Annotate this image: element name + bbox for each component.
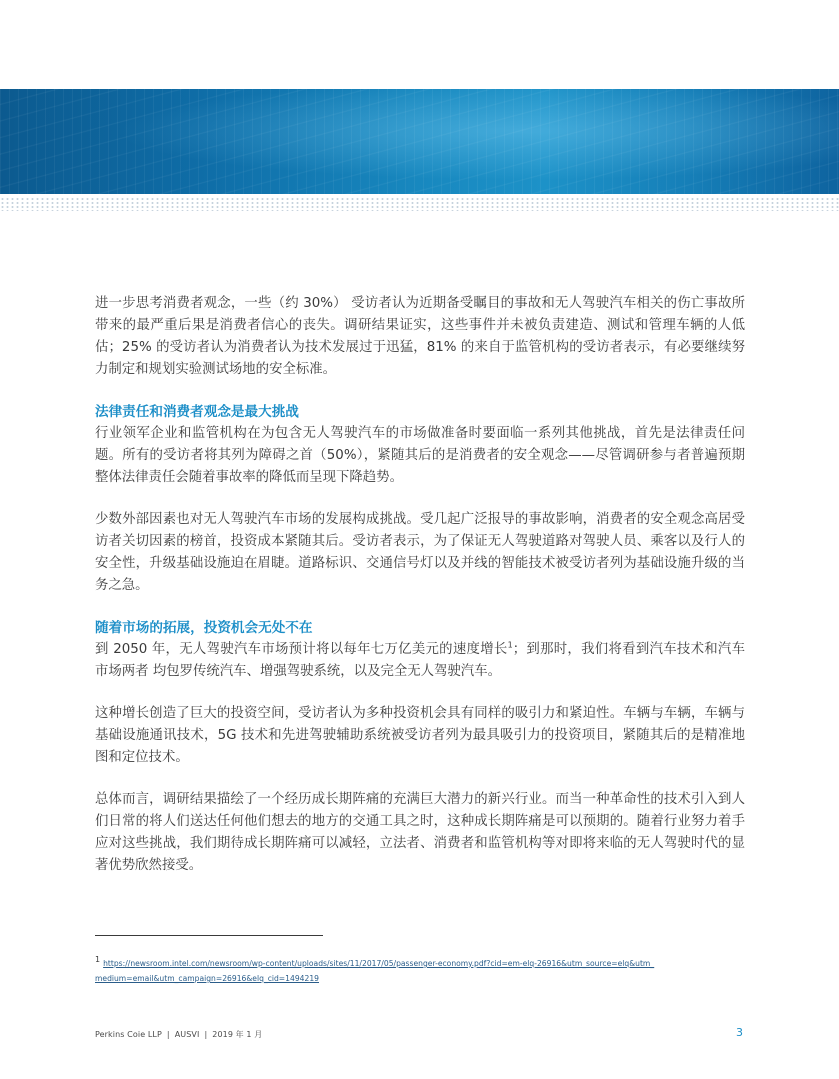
article-body: [95, 293, 745, 897]
subhead-legal-liability: 法律责任和消费者观念是最大挑战: [95, 404, 299, 420]
market-growth-text-a: 到 2050 年，无人驾驶汽车市场预计将以每年七万亿美元的速度增长: [95, 642, 508, 657]
page-number: 3: [736, 1026, 743, 1039]
page-footer: [95, 1029, 262, 1040]
footer-separator: |: [204, 1030, 208, 1039]
footnote: [95, 956, 715, 986]
paragraph-market-growth: [95, 639, 745, 683]
footnote-reference[interactable]: 1: [507, 640, 513, 650]
footer-separator: |: [166, 1030, 170, 1039]
footer-publication: AUSVI: [174, 1030, 200, 1039]
paragraph-consumer-perception: 进一步思考消费者观念，一些（约 30%） 受访者认为近期备受瞩目的事故和无人驾驶汽车相关的伤亡事故所带来的最严重后果是消费者信心的丧失。调研结果证实，这些事件并未被负责建造、测试和管理车辆的人低估；25% 的受访者认为消费者认为技术发展过于迅猛，81% 的来自于监管机构的受访者表示，有必要继续努力制定和规划实验测试场地的安全标准。: [95, 296, 745, 377]
footer-date: 2019 年 1 月: [212, 1030, 263, 1039]
paragraph-investment-space: 这种增长创造了巨大的投资空间，受访者认为多种投资机会具有同样的吸引力和紧迫性。车辆与车辆，车辆与基础设施通讯技术，5G 技术和先进驾驶辅助系统被受访者列为最具吸引力的投资项目，紧随其后的是精准地图和定位技术。: [95, 706, 745, 765]
footnote-rule: [95, 935, 323, 936]
dotted-divider: [0, 197, 839, 211]
header-banner: [0, 89, 839, 194]
subhead-investment: 随着市场的拓展，投资机会无处不在: [95, 620, 313, 636]
footnote-mark: 1: [95, 955, 101, 965]
footer-firm: Perkins Coie LLP: [95, 1030, 162, 1039]
market-growth-text-b: ；到那时，我们将看到汽车技术和汽车市场两者 均包罗传统汽车、增强驾驶系统，以及完全无人驾驶汽车。: [95, 642, 746, 679]
paragraph-external-factors: 少数外部因素也对无人驾驶汽车市场的发展构成挑战。受几起广泛报导的事故影响，消费者的安全观念高居受访者关切因素的榜首，投资成本紧随其后。受访者表示，为了保证无人驾驶道路对驾驶人员、乘客以及行人的安全性，升级基础设施迫在眉睫。道路标识、交通信号灯以及并线的智能技术被受访者列为基础设施升级的当务之急。: [95, 512, 745, 593]
paragraph-conclusion: 总体而言，调研结果描绘了一个经历成长期阵痛的充满巨大潜力的新兴行业。而当一种革命性的技术引入到人们日常的将人们送达任何他们想去的地方的交通工具之时，这种成长期阵痛是可以预期的。随着行业努力着手应对这些挑战，我们期待成长期阵痛可以减轻，立法者、消费者和监管机构等对即将来临的无人驾驶时代的显著优势欣然接受。: [95, 792, 745, 873]
footnote-link-line1[interactable]: https://newsroom.intel.com/newsroom/wp-content/uploads/sites/11/2017/05/passenger-economy.pdf?cid=em-elq-26916&utm_source=elq&utm_: [103, 959, 655, 968]
paragraph-legal-liability: 行业领军企业和监管机构在为包含无人驾驶汽车的市场做准备时要面临一系列其他挑战，首先是法律责任问题。所有的受访者将其列为障碍之首（50%），紧随其后的是消费者的安全观念——尽管调研参与者普遍预期整体法律责任会随着事故率的降低而呈现下降趋势。: [95, 426, 745, 485]
banner-lines: [0, 89, 839, 194]
footnote-link-line2[interactable]: medium=email&utm_campaign=26916&elq_cid=1494219: [95, 974, 319, 983]
